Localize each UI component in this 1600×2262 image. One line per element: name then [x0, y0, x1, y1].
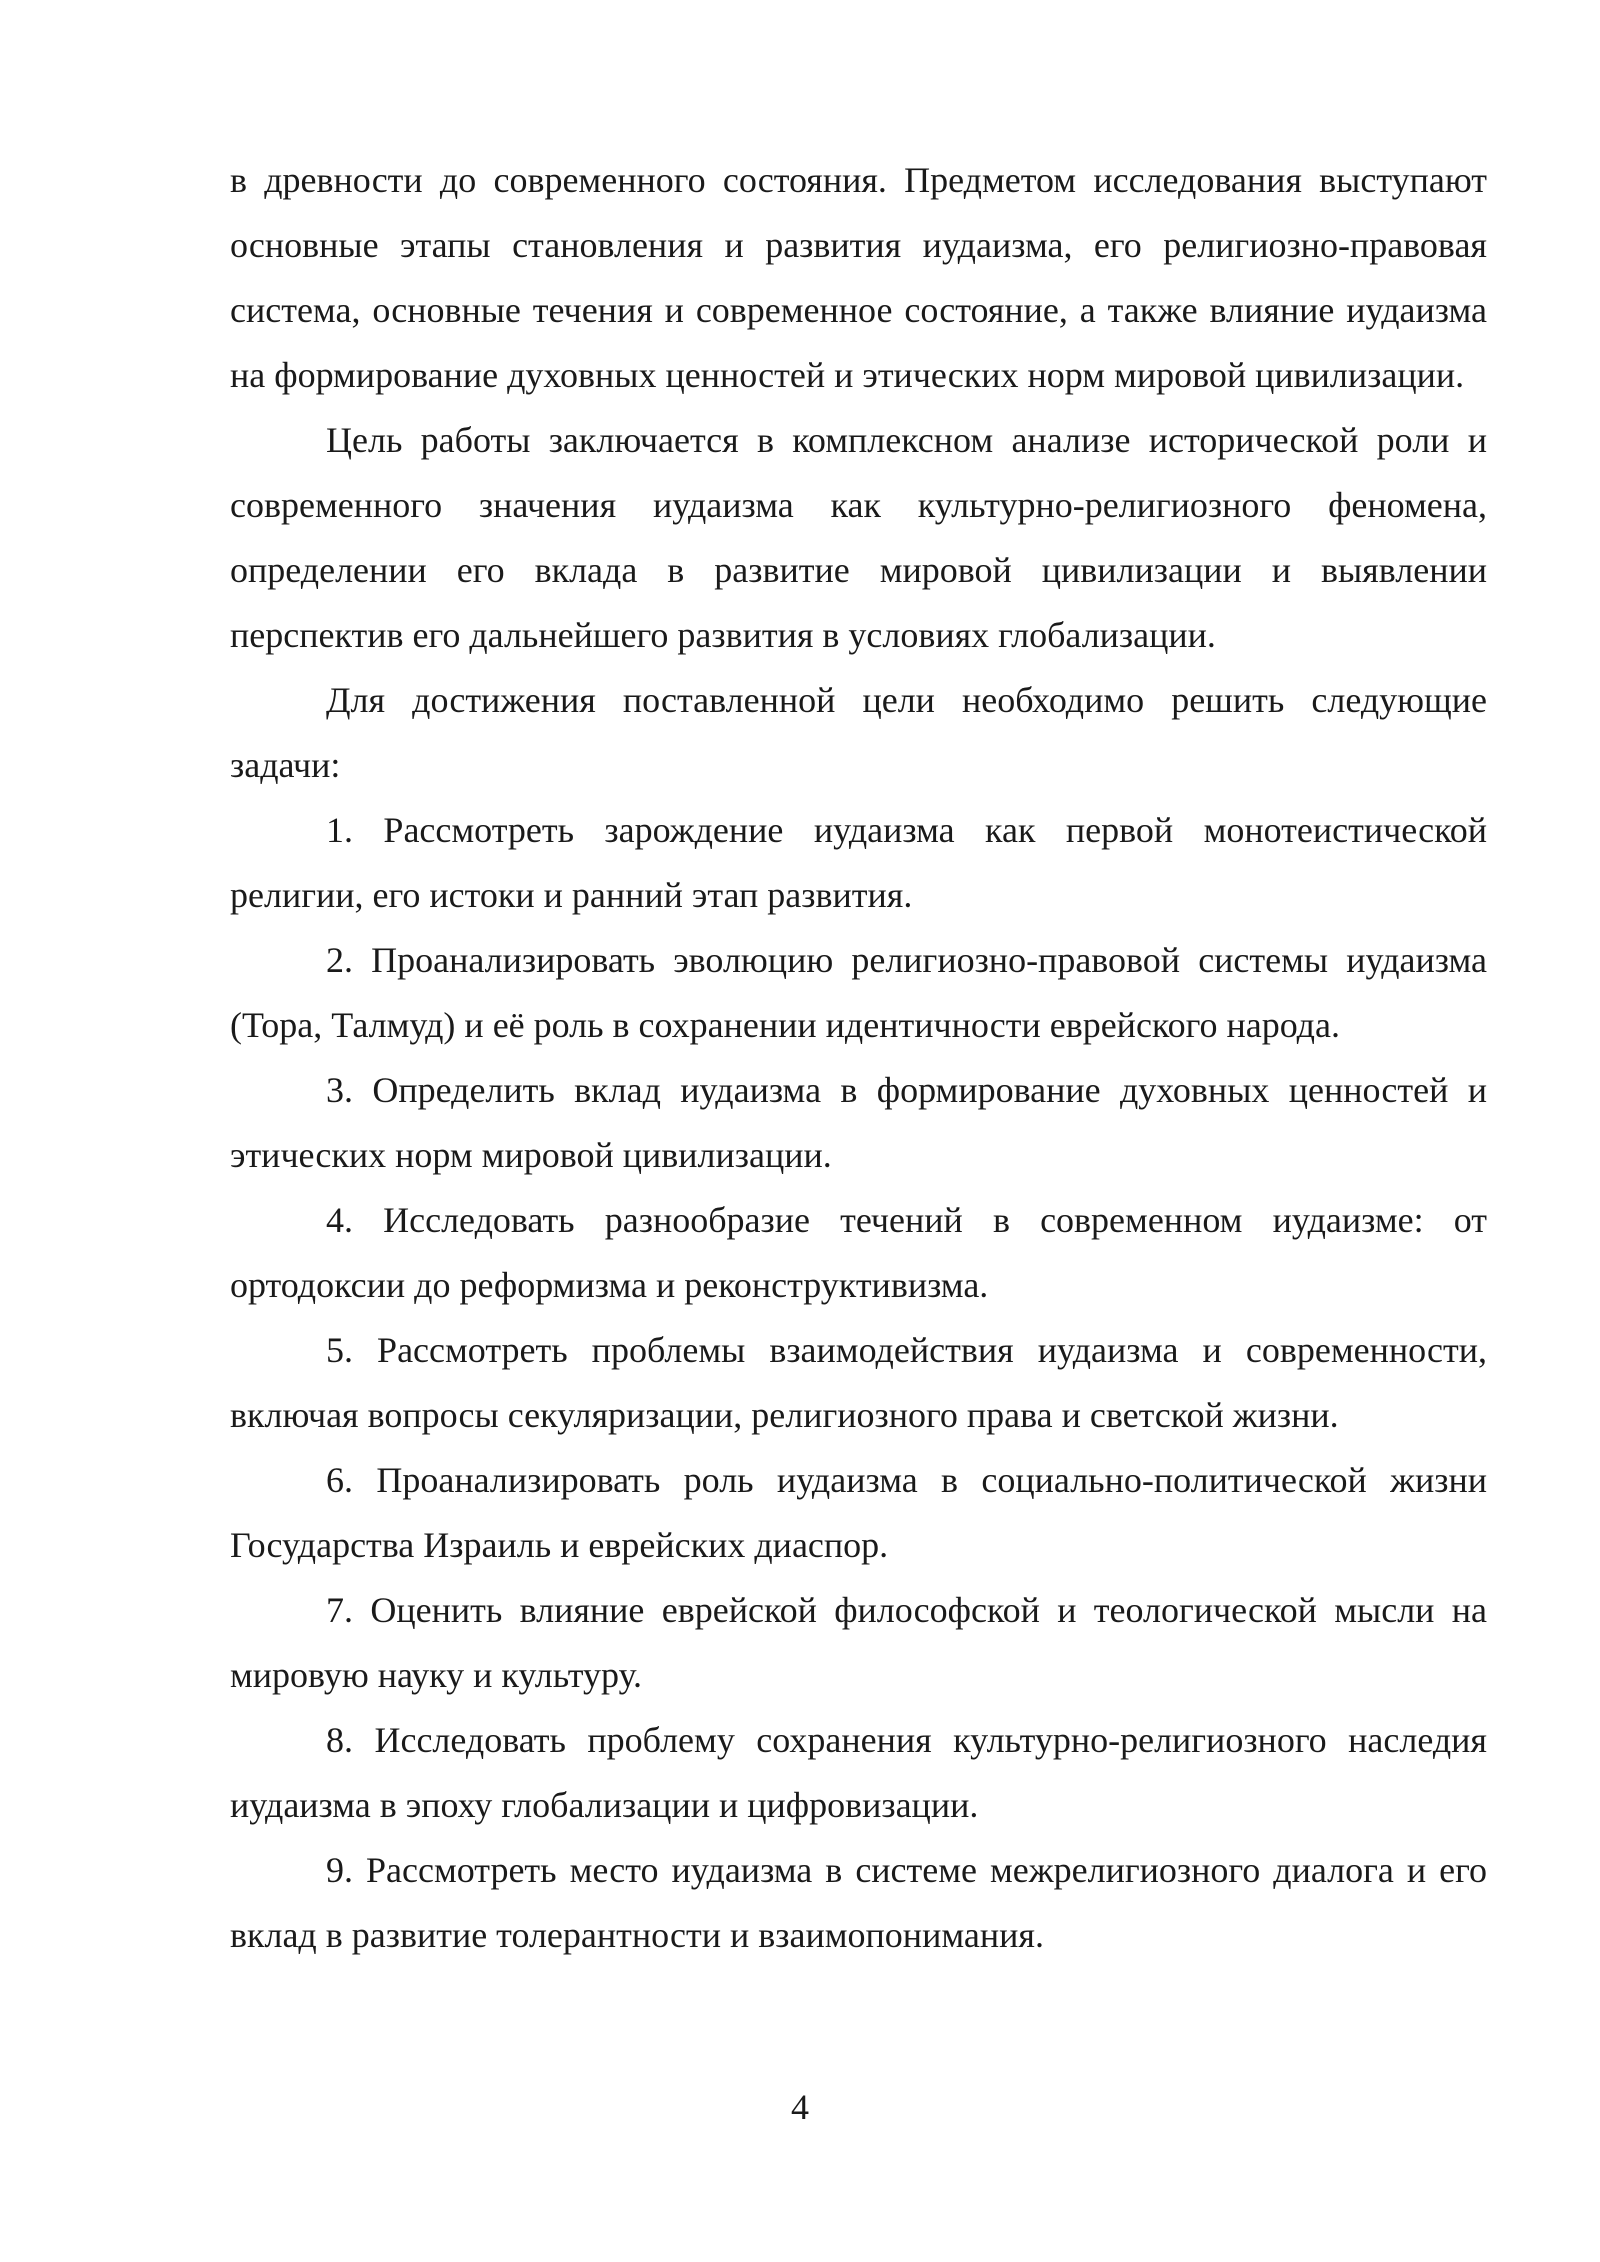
task-item-9: 9. Рассмотреть место иудаизма в системе межрелигиозного диалога и его вклад в развитие толерантности и взаимопонимания. — [230, 1850, 1487, 1955]
task-item-3: 3. Определить вклад иудаизма в формирование духовных ценностей и этических норм мировой цивилизации. — [230, 1070, 1487, 1175]
task-item-1: 1. Рассмотреть зарождение иудаизма как первой монотеистической религии, его истоки и ранний этап развития. — [230, 810, 1487, 915]
task-item-2: 2. Проанализировать эволюцию религиозно-правовой системы иудаизма (Тора, Талмуд) и её роль в сохранении идентичности еврейского народа. — [230, 940, 1487, 1045]
task-item-5: 5. Рассмотреть проблемы взаимодействия иудаизма и современности, включая вопросы секуляризации, религиозного права и светской жизни. — [230, 1330, 1487, 1435]
paragraph-intro-continuation: в древности до современного состояния. Предметом исследования выступают основные этапы становления и развития иудаизма, его религиозно-правовая система, основные течения и современное состояние, а также влияние иудаизма на формирование духовных ценностей и этических норм мировой цивилизации. — [230, 160, 1487, 395]
document-body — [230, 148, 1487, 1968]
task-item-7: 7. Оценить влияние еврейской философской и теологической мысли на мировую науку и культуру. — [230, 1590, 1487, 1695]
paragraph-tasks-intro: Для достижения поставленной цели необходимо решить следующие задачи: — [230, 680, 1487, 785]
task-item-4: 4. Исследовать разнообразие течений в современном иудаизме: от ортодоксии до реформизма и реконструктивизма. — [230, 1200, 1487, 1305]
page-number: 4 — [791, 2087, 809, 2127]
task-item-6: 6. Проанализировать роль иудаизма в социально-политической жизни Государства Израиль и еврейских диаспор. — [230, 1460, 1487, 1565]
task-item-8: 8. Исследовать проблему сохранения культурно-религиозного наследия иудаизма в эпоху глобализации и цифровизации. — [230, 1720, 1487, 1825]
paragraph-goal: Цель работы заключается в комплексном анализе исторической роли и современного значения иудаизма как культурно-религиозного феномена, определении его вклада в развитие мировой цивилизации и выявлении перспектив его дальнейшего развития в условиях глобализации. — [230, 420, 1487, 655]
